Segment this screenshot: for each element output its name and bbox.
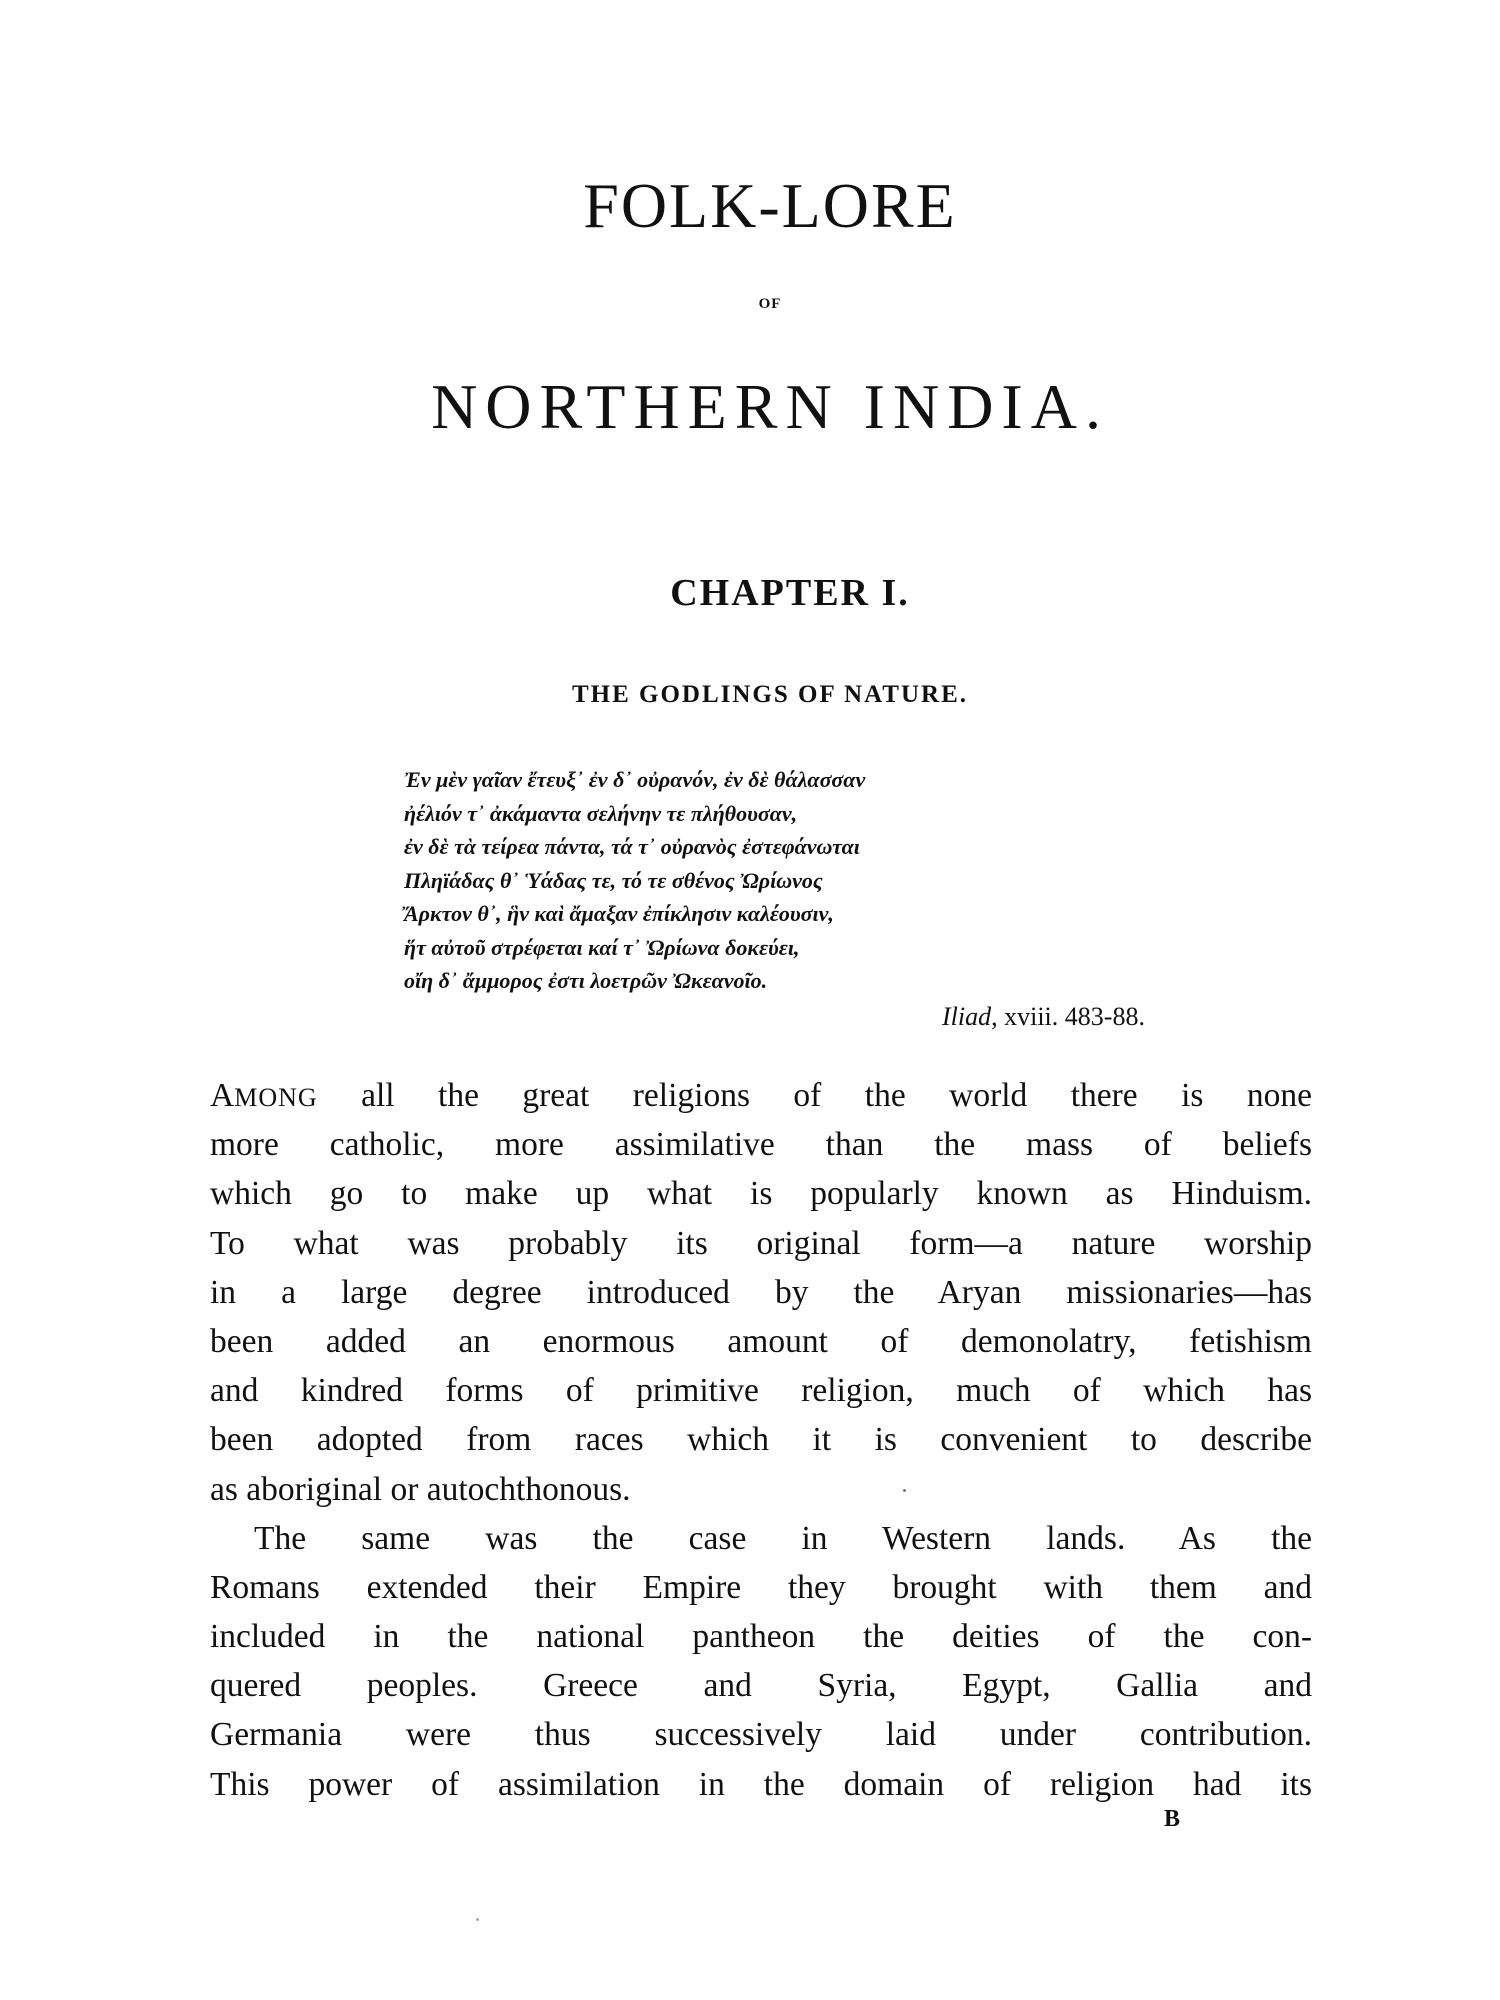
signature-mark: B — [1164, 1806, 1181, 1832]
paragraph-line: Germania were thus successively laid under contribution. — [210, 1716, 1312, 1754]
epigraph-line: ἠέλιόν τ᾽ ἀκάμαντα σελήνην τε πλήθουσαν, — [404, 800, 798, 826]
line-text: all the great religions of the world there is none — [317, 1077, 1312, 1114]
paragraph-line: The same was the case in Western lands. As the — [254, 1519, 1312, 1557]
chapter-subtitle: THE GODLINGS OF NATURE. — [571, 681, 969, 708]
print-speck — [903, 1489, 906, 1492]
chapter-heading: CHAPTER I. — [670, 572, 910, 614]
greek-epigraph — [404, 763, 1224, 1031]
epigraph-line: ἐν δὲ τὰ τείρεα πάντα, τά τ᾽ οὐρανὸς ἐστεφάνωται — [404, 834, 860, 859]
print-speck — [476, 1918, 479, 1921]
small-caps-word: MONG — [234, 1083, 318, 1112]
paragraph-line: included in the national pantheon the deities of the con- — [210, 1618, 1312, 1656]
paragraph-line: To what was probably its original form—a nature worship — [210, 1224, 1312, 1262]
paragraph-line: as aboriginal or autochthonous. — [210, 1470, 631, 1508]
paragraph-line: which go to make up what is popularly known as Hinduism. — [210, 1175, 1312, 1213]
epigraph-line: οἴη δ᾽ ἄμμορος ἐστι λοετρῶν Ὠκεανοῖο. — [404, 968, 768, 993]
epigraph-line: Ἐν μὲν γαῖαν ἔτευξ᾽ ἐν δ᾽ οὐρανόν, ἐν δὲ θάλασσαν — [404, 767, 866, 792]
citation-reference: , xviii. 483-88. — [991, 1002, 1145, 1031]
paragraph-line: been added an enormous amount of demonolatry, fetishism — [210, 1322, 1312, 1360]
paragraph-line: This power of assimilation in the domain of religion had its — [210, 1765, 1312, 1803]
epigraph-line: ἥτ αὐτοῦ στρέφεται καί τ᾽ Ὠρίωνα δοκεύει, — [404, 934, 800, 960]
book-title-line2: NORTHERN INDIA. — [431, 371, 1109, 442]
book-title-line1: FOLK-LORE — [583, 170, 957, 241]
paragraph-line: in a large degree introduced by the Aryan missionaries—has — [210, 1273, 1312, 1311]
epigraph-line: Ἄρκτον θ᾽, ἣν καὶ ἄμαξαν ἐπίκλησιν καλέουσιν, — [404, 901, 834, 926]
paragraph-line: more catholic, more assimilative than the mass of beliefs — [210, 1126, 1312, 1164]
drop-small-cap-initial: A — [210, 1077, 235, 1114]
paragraph-line: quered peoples. Greece and Syria, Egypt, Gallia and — [210, 1667, 1312, 1705]
book-title-connector: OF — [758, 296, 782, 312]
paragraph-line: been adopted from races which it is convenient to describe — [210, 1421, 1312, 1459]
body-text — [210, 1071, 1312, 1809]
paragraph-line: Romans extended their Empire they brought with them and — [210, 1568, 1312, 1606]
paragraph-line — [210, 1071, 1312, 1120]
epigraph-citation — [942, 1000, 1145, 1034]
citation-source: Iliad — [942, 1002, 992, 1031]
epigraph-line: Πληϊάδας θ᾽ Ὑάδας τε, τό τε σθένος Ὠρίωνος — [404, 867, 823, 893]
paragraph-line: and kindred forms of primitive religion, much of which has — [210, 1372, 1312, 1410]
